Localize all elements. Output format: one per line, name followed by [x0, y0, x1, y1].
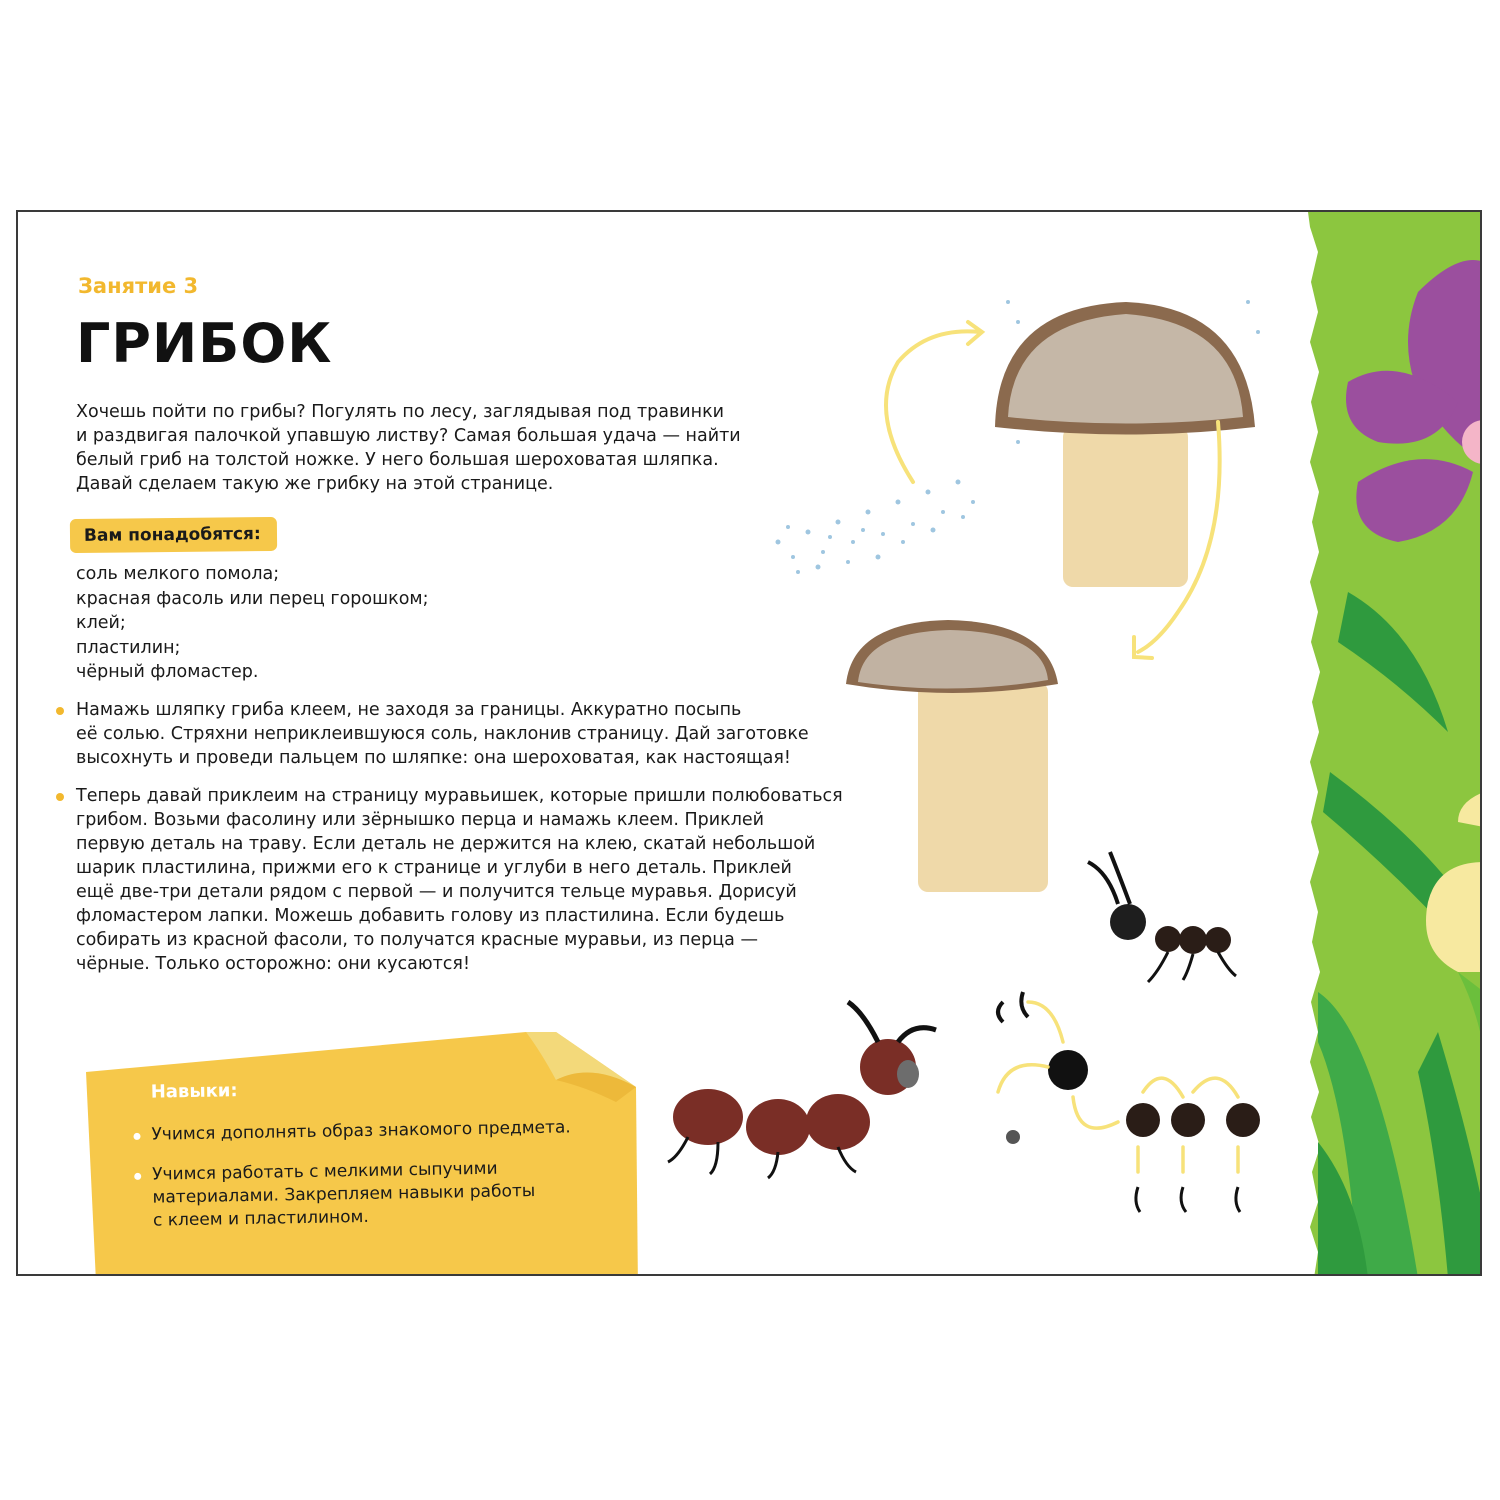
skill-line: Учимся работать с мелкими сыпучими	[152, 1158, 498, 1185]
materials-list	[76, 562, 429, 685]
intro-line: Давай сделаем такую же грибку на этой странице.	[76, 474, 554, 494]
assembly-diagram	[998, 992, 1260, 1212]
materials-item: клей;	[76, 613, 126, 633]
step-line: ещё две-три детали рядом с первой — и получится тельце муравья. Дорисуй	[76, 882, 797, 902]
bullet-icon	[56, 707, 64, 715]
instruction-steps	[56, 698, 843, 990]
skill-line: с клеем и пластилином.	[152, 1206, 369, 1231]
intro-line: и раздвигая палочкой упавшую листву? Самая большая удача — найти	[76, 426, 741, 446]
step-line: Намажь шляпку гриба клеем, не заходя за границы. Аккуратно посыпь	[76, 700, 742, 720]
intro-paragraph	[76, 400, 776, 496]
step-line: грибом. Возьми фасолину или зёрнышко перца и намажь клеем. Приклей	[76, 810, 765, 830]
materials-heading-badge: Вам понадобятся:	[70, 517, 277, 553]
skills-title: Навыки:	[150, 1080, 238, 1103]
skill-line: Учимся дополнять образ знакомого предмета.	[151, 1117, 571, 1145]
step-line: собирать из красной фасоли, то получатся красные муравьи, из перца —	[76, 930, 758, 950]
intro-line: Хочешь пойти по грибы? Погулять по лесу, заглядывая под травинки	[76, 402, 725, 422]
mushroom-top	[995, 302, 1255, 587]
materials-item: пластилин;	[76, 637, 181, 658]
materials-item: красная фасоль или перец горошком;	[76, 588, 429, 609]
skill-line: материалами. Закрепляем навыки работы	[152, 1180, 536, 1208]
mushroom-bottom	[846, 620, 1058, 892]
step-line: её солью. Стряхни неприклеившуюся соль, наклонив страницу. Дай заготовке	[76, 724, 809, 744]
red-ant-illustration	[668, 1002, 936, 1178]
instruction-step-2	[56, 784, 843, 976]
bullet-icon	[56, 793, 64, 801]
skills-content	[84, 1027, 640, 1276]
bullet-icon	[133, 1133, 140, 1140]
step-line: чёрные. Только осторожно: они кусаются!	[76, 954, 470, 974]
instruction-step-1	[56, 698, 816, 770]
black-ant-illustration	[1088, 852, 1236, 982]
step-line: первую деталь на траву. Если деталь не держится на клею, скатай небольшой	[76, 834, 816, 854]
skills-card	[86, 1032, 638, 1276]
page-title: ГРИБОК	[76, 312, 333, 375]
materials-item: соль мелкого помола;	[76, 564, 280, 584]
intro-line: белый гриб на толстой ножке. У него большая шероховатая шляпка.	[76, 450, 719, 470]
step-line: Теперь давай приклеим на страницу муравьишек, которые пришли полюбоваться	[76, 786, 843, 806]
bullet-icon	[134, 1173, 141, 1180]
skill-item	[134, 1157, 536, 1233]
materials-item: чёрный фломастер.	[76, 662, 259, 682]
step-line: высохнуть и проведи пальцем по шляпке: она шероховатая, как настоящая!	[76, 748, 791, 768]
worksheet-page	[16, 210, 1482, 1276]
skill-item	[133, 1116, 571, 1147]
lesson-number-label: Занятие 3	[78, 274, 199, 298]
step-line: фломастером лапки. Можешь добавить голову из пластилина. Если будешь	[76, 906, 785, 926]
step-line: шарик пластилина, прижми его к странице и углуби в него деталь. Приклей	[76, 858, 792, 878]
